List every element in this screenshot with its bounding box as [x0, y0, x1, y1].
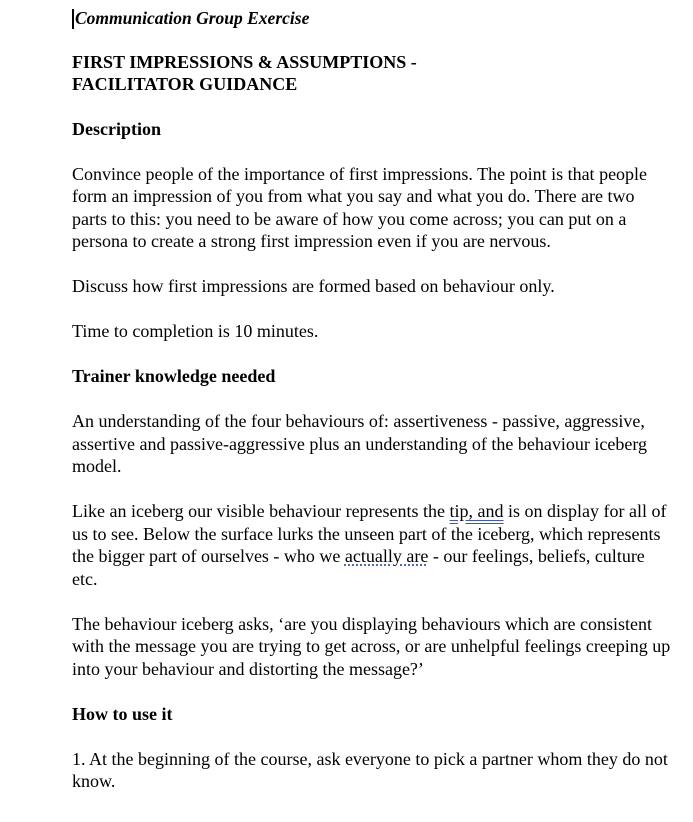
- trainer-heading: Trainer knowledge needed: [72, 366, 276, 386]
- trainer-paragraph-3: The behaviour iceberg asks, ‘are you displaying behaviours which are consistent with the message you are trying to get across, or are unhelpful feelings creeping up into your behaviour and distorting the message?’: [72, 613, 671, 679]
- grammar-flag-tip-and[interactable]: tip, and: [449, 501, 504, 521]
- howto-step-1: 1. At the beginning of the course, ask everyone to pick a partner whom they do not know.: [72, 748, 668, 791]
- document-header: Communication Group Exercise: [75, 8, 310, 28]
- description-paragraph-3: Time to completion is 10 minutes.: [72, 321, 319, 341]
- trainer-paragraph-1: An understanding of the four behaviours of: assertiveness - passive, aggressive, assertive and passive-aggressive plus an understanding of the behaviour iceberg model.: [72, 411, 647, 476]
- trainer-paragraph-2-part-c: - our feelings, beliefs, culture etc.: [72, 546, 645, 589]
- grammar-flag-actually-are[interactable]: actually are: [344, 546, 429, 566]
- howto-heading: How to use it: [72, 703, 173, 724]
- document-page: [72, 7, 672, 793]
- trainer-paragraph-2: [72, 500, 672, 590]
- title-line-2: FACILITATOR GUIDANCE: [72, 74, 298, 94]
- description-paragraph-1: Convince people of the importance of first impressions. The point is that people form an impression of you from what you say and what you do. There are two parts to this: you need to be aware of how you come across; you can put on a persona to create a strong first impression even if you are nervous.: [72, 163, 648, 251]
- document-title: [72, 51, 672, 95]
- description-heading: Description: [72, 118, 161, 139]
- trainer-paragraph-2-part-b: is on display for all of us to see. Below the surface lurks the unseen part of the iceberg, which represents the bigger part of ourselves - who we: [72, 501, 667, 566]
- trainer-paragraph-2-part-a: Like an iceberg our visible behaviour represents the: [72, 501, 450, 521]
- title-line-1: FIRST IMPRESSIONS & ASSUMPTIONS -: [72, 52, 417, 72]
- description-paragraph-2: Discuss how first impressions are formed based on behaviour only.: [72, 276, 555, 296]
